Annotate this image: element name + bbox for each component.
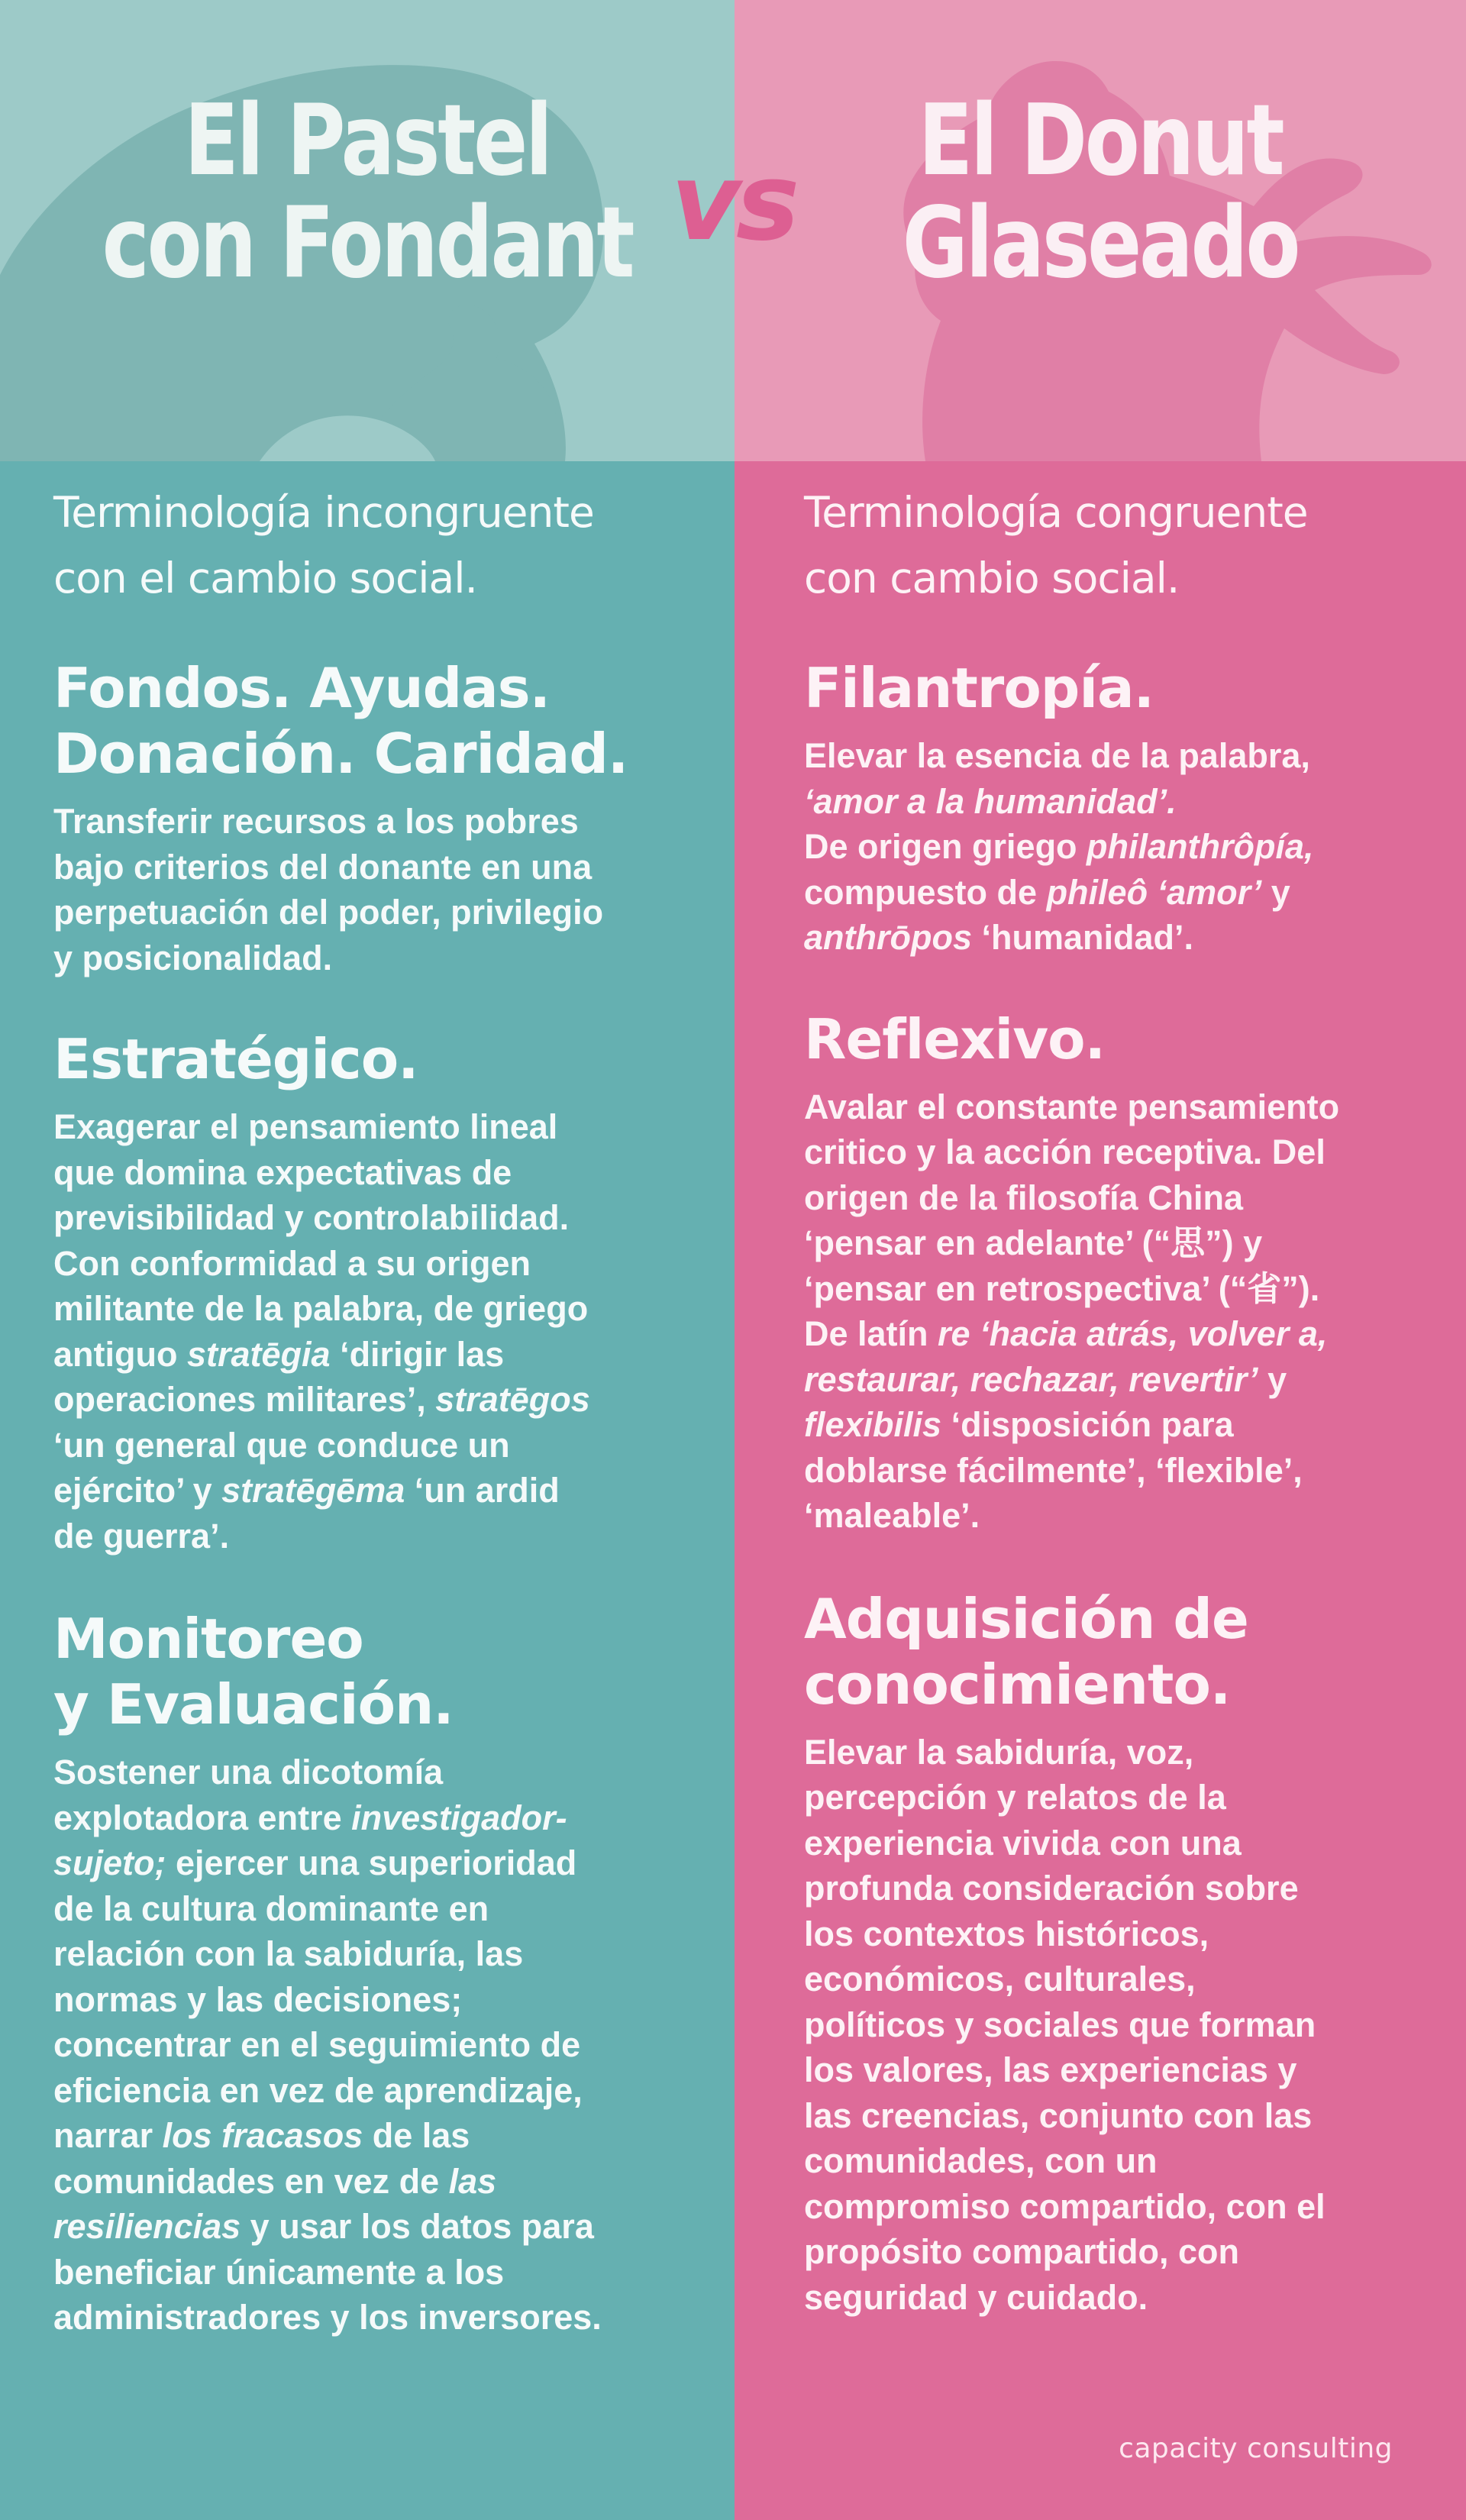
- section-adquisicion: [804, 1586, 1428, 2321]
- footer-brand: capacity consulting: [1119, 2433, 1393, 2464]
- right-title-line: El Donut: [918, 84, 1283, 198]
- vs-label: vs: [670, 141, 796, 265]
- left-header: [0, 0, 735, 461]
- section-body: Elevar la sabiduría, voz, percepción y relatos de la experiencia vivida con una profunda consideración sobre los contextos históricos, económicos, culturales, políticos y sociales que forman los valores, las experiencias y las creencias, conjunto con las comunidades, con un compromiso compartido, con el propósito compartido, con seguridad y cuidado.: [804, 1732, 1326, 2317]
- section-title: [804, 1006, 1428, 1072]
- left-content: [53, 480, 689, 2341]
- section-reflexivo: [804, 1006, 1428, 1539]
- section-body: Transferir recursos a los pobres bajo criterios del donante en una perpetuación del poder, privilegio y posicionalidad.: [53, 802, 604, 977]
- section-fondos: [53, 655, 689, 981]
- section-title-line: Fondos. Ayudas.: [53, 656, 550, 720]
- section-title-line: Estratégico.: [53, 1027, 418, 1091]
- section-title: [804, 1586, 1428, 1717]
- left-intro-line: Terminología incongruente: [53, 488, 594, 537]
- right-intro-line: Terminología congruente: [804, 488, 1308, 537]
- section-body: Exagerar el pensamiento lineal que domina expectativas de previsibilidad y controlabilidad. Con conformidad a su origen militante de la palabra, de griego antiguo stratēgia ‘dirigir las operaciones militares’, stratēgos ‘un general que conduce un ejército’ y stratēgēma ‘un ardid de guerra’.: [53, 1107, 590, 1556]
- section-body: Sostener una dicotomía explotadora entre investigador- sujeto; ejercer una superioridad de la cultura dominante en relación con la sabiduría, las normas y las decisiones; concentrar en el seguimiento de eficiencia en vez de aprendizaje, narrar los fracasos de las comunidades en vez de las resiliencias y usar los datos para beneficiar únicamente a los administradores y los inversores.: [53, 1753, 602, 2337]
- section-title-line: Donación. Caridad.: [53, 722, 628, 786]
- left-intro: [53, 480, 689, 611]
- right-main-title: [800, 84, 1400, 300]
- left-main-title: [66, 84, 669, 300]
- right-header: [735, 0, 1466, 461]
- section-estrategico: [53, 1026, 689, 1559]
- section-title-line: Adquisición de: [804, 1586, 1248, 1651]
- section-title: [53, 1026, 689, 1092]
- right-title-line: Glaseado: [902, 186, 1299, 300]
- section-monitoreo: [53, 1606, 689, 2341]
- section-filantropia: [804, 655, 1428, 961]
- right-column: [735, 0, 1466, 2520]
- section-title-line: Filantropía.: [804, 656, 1154, 720]
- section-title-line: Monitoreo: [53, 1607, 363, 1671]
- right-intro: [804, 480, 1428, 611]
- section-title-line: Reflexivo.: [804, 1006, 1105, 1071]
- section-title: [53, 655, 689, 787]
- right-content: [804, 480, 1428, 2320]
- section-title: [53, 1606, 689, 1737]
- left-title-line: El Pastel: [184, 84, 551, 198]
- left-title-line: con Fondant: [102, 186, 633, 300]
- section-title: [804, 655, 1428, 721]
- right-intro-line: con cambio social.: [804, 554, 1180, 603]
- section-body: Avalar el constante pensamiento critico y la acción receptiva. Del origen de la filosofía China ‘pensar en adelante’ (“思”) y ‘pensar en retrospectiva’ (“省”). De latín re ‘hacia atrás, volver a, restaurar, rechazar, revertir’ y flexibilis ‘disposición para doblarse fácilmente’, ‘flexible’, ‘maleable’.: [804, 1087, 1340, 1535]
- section-title-line: y Evaluación.: [53, 1672, 454, 1737]
- section-title-line: conocimiento.: [804, 1652, 1231, 1717]
- section-body: Elevar la esencia de la palabra, ‘amor a la humanidad’. De origen griego philanthrôpía, compuesto de phileô ‘amor’ y anthrōpos ‘humanidad’.: [804, 736, 1314, 957]
- left-intro-line: con el cambio social.: [53, 554, 477, 603]
